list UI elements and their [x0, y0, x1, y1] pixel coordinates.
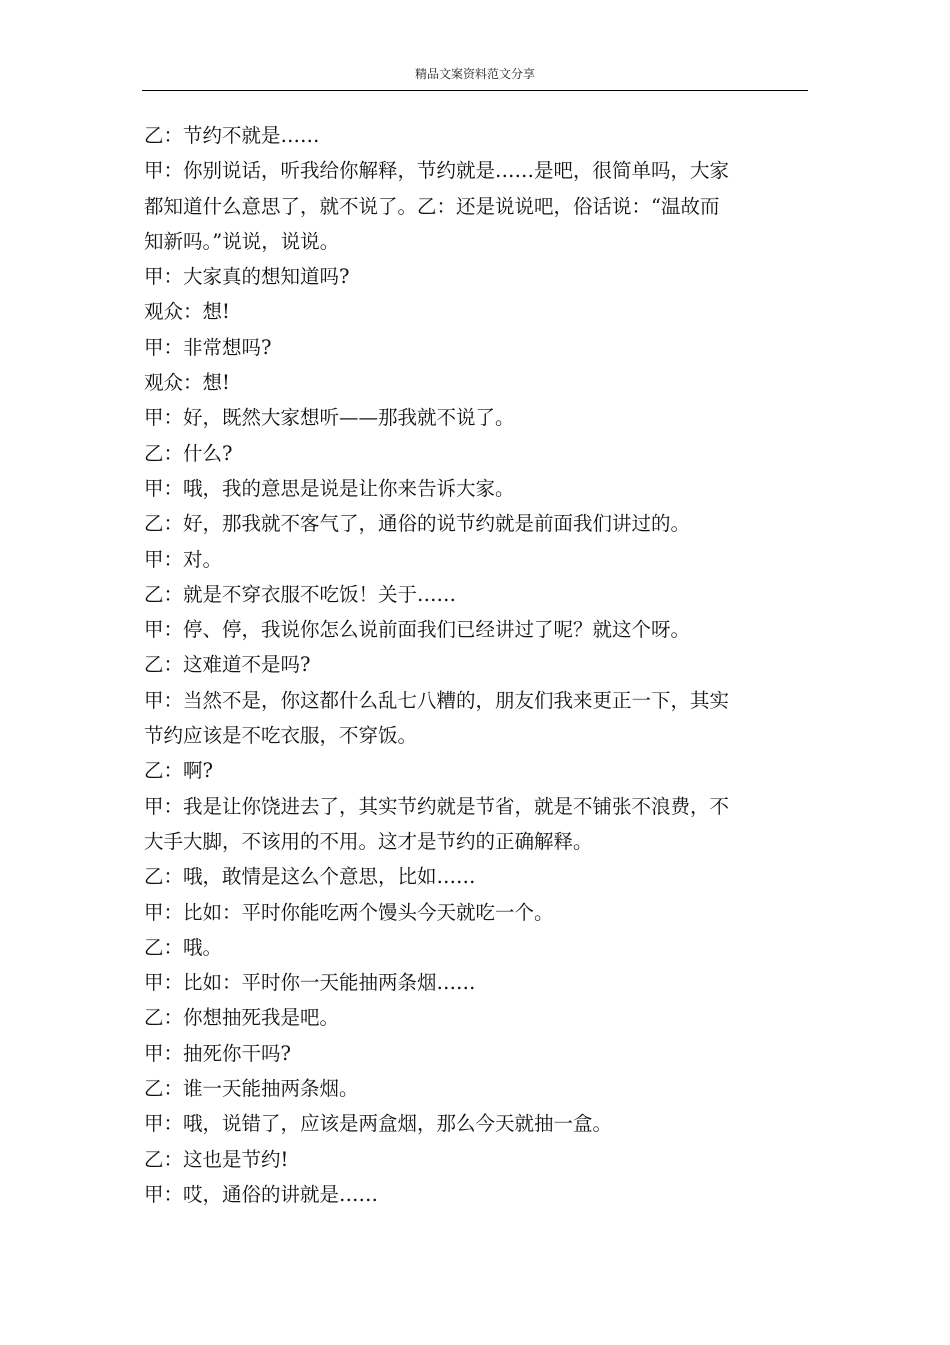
dialogue-line: 乙：什么? [144, 441, 233, 465]
dialogue-line: 甲：非常想吗? [144, 335, 272, 359]
dialogue-line: 甲：对。 [144, 547, 223, 571]
dialogue-line: 乙：节约不就是…… [144, 124, 320, 147]
dialogue-line: 甲：比如：平时你一天能抽两条烟…… [144, 971, 476, 995]
dialogue-line: 乙：你想抽死我是吧。 [144, 1006, 340, 1030]
dialogue-line: 甲：哦，说错了，应该是两盒烟，那么今天就抽一盒。 [144, 1112, 613, 1136]
dialogue-line: 甲：抽死你干吗? [144, 1041, 291, 1065]
dialogue-line: 乙：好，那我就不客气了，通俗的说节约就是前面我们讲过的。 [144, 512, 691, 536]
dialogue-line: 甲：我是让你饶进去了，其实节约就是节省，就是不铺张不浪费，不 [144, 794, 730, 818]
dialogue-line: 大手大脚，不该用的不用。这才是节约的正确解释。 [144, 829, 593, 853]
dialogue-line: 甲：好，既然大家想听——那我就不说了。 [144, 406, 515, 430]
dialogue-line: 都知道什么意思了，就不说了。乙：还是说说吧，俗话说：“温故而 [144, 194, 720, 218]
dialogue-line: 甲：哦，我的意思是说是让你来告诉大家。 [144, 476, 515, 500]
dialogue-line: 观众：想! [144, 300, 230, 324]
dialogue-line: 甲：当然不是，你这都什么乱七八糟的，朋友们我来更正一下，其实 [144, 688, 730, 712]
dialogue-line: 甲：大家真的想知道吗? [144, 265, 350, 289]
dialogue-line: 乙：啊? [144, 759, 213, 783]
dialogue-line: 乙：谁一天能抽两条烟。 [144, 1077, 359, 1101]
dialogue-line: 甲：你别说话，听我给你解释，节约就是……是吧，很简单吗，大家 [144, 159, 730, 183]
page-header: 精品文案资料范文分享 [414, 67, 535, 81]
dialogue-line: 节约应该是不吃衣服，不穿饭。 [144, 724, 418, 748]
dialogue-line: 乙：哦，敢情是这么个意思，比如…… [144, 865, 476, 889]
dialogue-line: 乙：哦。 [144, 935, 223, 959]
dialogue-line: 乙：这难道不是吗? [144, 653, 311, 677]
dialogue-line: 甲：停、停，我说你怎么说前面我们已经讲过了呢？就这个呀。 [144, 618, 691, 642]
dialogue-line: 乙：就是不穿衣服不吃饭！关于…… [144, 582, 457, 606]
dialogue-line: 甲：比如：平时你能吃两个馒头今天就吃一个。 [144, 900, 554, 924]
dialogue-line: 知新吗。”说说，说说。 [144, 229, 340, 253]
dialogue-line: 乙：这也是节约! [144, 1147, 289, 1171]
dialogue-body [144, 118, 776, 1212]
dialogue-line: 观众：想! [144, 371, 230, 395]
dialogue-line: 甲：哎，通俗的讲就是…… [144, 1182, 379, 1206]
header-divider [142, 90, 808, 91]
